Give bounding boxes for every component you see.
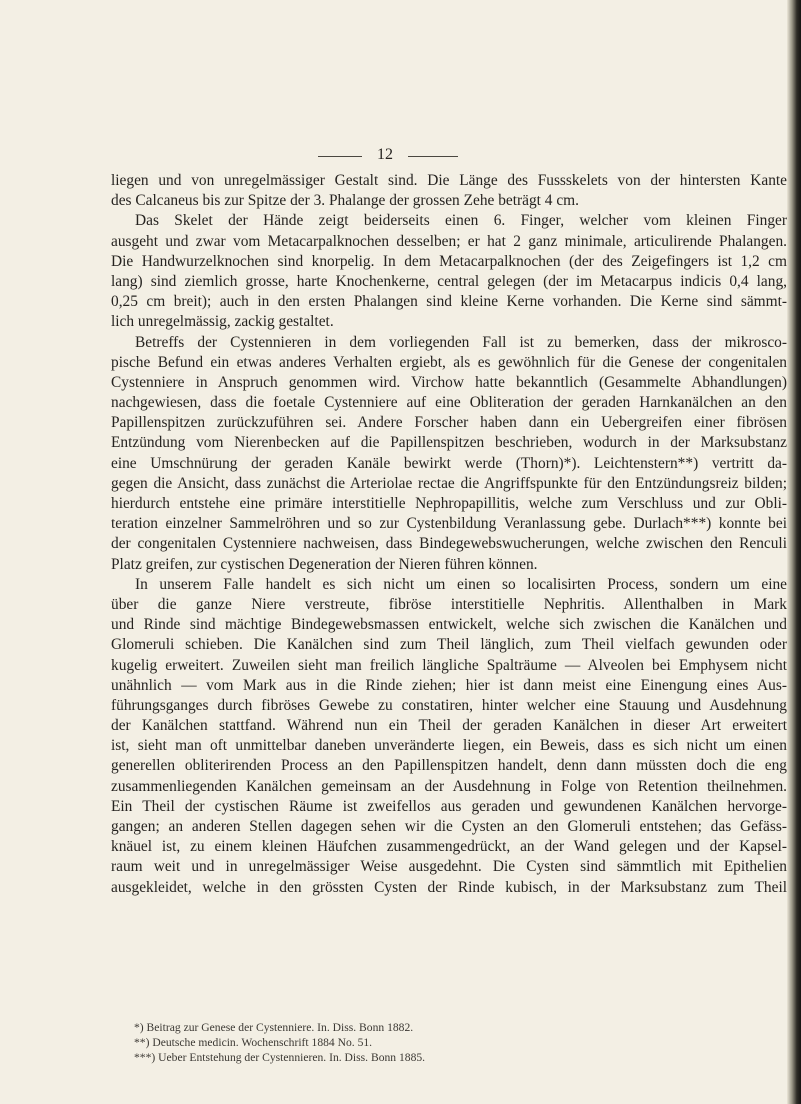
text-line: Entzündung vom Nierenbecken auf die Papillenspitzen beschrieben, wodurch in der Marksubstanz: [111, 434, 787, 452]
text-line: des Calcaneus bis zur Spitze der 3. Phalange der grossen Zehe beträgt 4 cm.: [111, 192, 579, 210]
text-line: hierdurch entstehe eine primäre interstitielle Nephropapillitis, welche zum Verschluss und zur Obli-: [111, 495, 787, 512]
text-line: gegen die Ansicht, dass zunächst die Arteriolae rectae die Angriffspunkte für den Entzündungsreiz bilden;: [111, 474, 787, 492]
text-line: Die Handwurzelknochen sind knorpelig. In dem Metacarpalknochen (der des Zeigefingers ist 1,2 cm: [111, 252, 787, 270]
text-line: liegen und von unregelmässiger Gestalt sind. Die Länge des Fussskelets von der hintersten Kante: [111, 172, 787, 189]
header-rule-left: [318, 156, 362, 157]
text-line: 0,25 cm breit); auch in den ersten Phalangen sind kleine Kerne vorhanden. Die Kerne sind sämmt-: [111, 293, 787, 311]
text-line: der Kanälchen stattfand. Während nun ein Theil der geraden Kanälchen in dieser Art erweitert: [111, 717, 787, 735]
text-line: unähnlich — vom Mark aus in die Rinde ziehen; hier ist dann meist eine Einengung eines Aus-: [111, 676, 787, 694]
text-line: Betreffs der Cystennieren in dem vorliegenden Fall ist zu bemerken, dass der mikrosco-: [135, 333, 787, 351]
footnote: *) Beitrag zur Genese der Cystenniere. In. Diss. Bonn 1882.: [134, 1021, 414, 1034]
text-line: der congenitalen Cystenniere nachweisen, dass Bindegewebswucherungen, welche zwischen den Renculi: [111, 535, 787, 553]
text-line: zusammenliegenden Kanälchen gemeinsam an der Ausdehnung in Folge von Retention theilnehmen.: [111, 777, 787, 795]
body-text: [111, 171, 787, 898]
text-line: nachgewiesen, dass die foetale Cystenniere auf eine Obliteration der geraden Harnkanälchen an den: [111, 394, 787, 412]
header-rule-right: [408, 156, 458, 157]
footnote: ***) Ueber Entstehung der Cystennieren. In. Diss. Bonn 1885.: [134, 1051, 426, 1065]
text-line: generellen obliterirenden Process an den Papillenspitzen handelt, denn dann müssten doch die eng: [111, 757, 787, 775]
text-line: Glomeruli schieben. Die Kanälchen sind zum Theil länglich, zum Theil vielfach gewunden oder: [111, 636, 787, 654]
text-line: Papillenspitzen zurückzuführen sei. Andere Forscher haben dann ein Uebergreifen einer fibrösen: [111, 414, 787, 432]
text-line: raum weit und in unregelmässiger Weise ausgedehnt. Die Cysten sind sämmtlich mit Epithelien: [111, 858, 787, 876]
text-line: lich unregelmässig, zackig gestaltet.: [111, 313, 334, 331]
text-line: Cystenniere in Anspruch genommen wird. Virchow hatte bekanntlich (Gesammelte Abhandlungen): [111, 373, 787, 391]
text-line: führungsganges durch fibröses Gewebe zu constatiren, hinter welcher eine Stauung und Ausdehnung: [111, 696, 787, 714]
text-line: über die ganze Niere verstreute, fibröse interstitielle Nephritis. Allenthalben in Mark: [111, 595, 787, 613]
text-line: ausgeht und zwar vom Metacarpalknochen desselben; er hat 2 ganz minimale, articulirende Phalangen.: [111, 232, 787, 250]
footnotes: [134, 1020, 734, 1066]
text-line: lang) sind ziemlich grosse, harte Knochenkerne, central gelegen (der im Metacarpus indicis 0,4 lang,: [111, 272, 787, 290]
page-header: [0, 145, 801, 165]
text-line: ausgekleidet, welche in den grössten Cysten der Rinde kubisch, in der Marksubstanz zum Theil: [111, 878, 787, 896]
text-line: kugelig erweitert. Zuweilen sieht man freilich längliche Spalträume — Alveolen bei Emphysem nicht: [111, 656, 787, 674]
text-line: Ein Theil der cystischen Räume ist zweifellos aus geraden und gewundenen Kanälchen hervorge-: [111, 797, 787, 815]
text-line: Platz greifen, zur cystischen Degeneration der Nieren führen können.: [111, 555, 538, 573]
text-line: pische Befund ein etwas anderes Verhalten ergiebt, als es gewöhnlich für die Genese der congenitalen: [111, 353, 787, 371]
text-line: knäuel ist, zu einem kleinen Häufchen zusammengedrückt, an der Wand gelegen und der Kapsel-: [111, 838, 787, 856]
text-line: eine Umschnürung der geraden Kanäle bewirkt werde (Thorn)*). Leichtenstern**) vertritt da-: [111, 454, 787, 472]
footnote: **) Deutsche medicin. Wochenschrift 1884 No. 51.: [134, 1036, 373, 1050]
text-line: teration einzelner Sammelröhren und so zur Cystenbildung Veranlassung gebe. Durlach***) konnte bei: [111, 515, 787, 533]
text-line: und Rinde sind mächtige Bindegewebsmassen entwickelt, welche sich zwischen die Kanälchen und: [111, 616, 787, 634]
page-number: 12: [377, 146, 393, 163]
text-line: Das Skelet der Hände zeigt beiderseits einen 6. Finger, welcher vom kleinen Finger: [135, 212, 787, 230]
text-line: gangen; an anderen Stellen dagegen sehen wir die Cysten an den Glomeruli entstehen; das Gefäss-: [111, 818, 787, 835]
book-spine-shadow: [787, 0, 801, 1104]
text-line: ist, sieht man oft unmittelbar daneben unveränderte liegen, ein Beweis, dass es sich nicht um einen: [111, 737, 787, 755]
text-line: In unserem Falle handelt es sich nicht um einen so localisirten Process, sondern um eine: [135, 575, 787, 593]
